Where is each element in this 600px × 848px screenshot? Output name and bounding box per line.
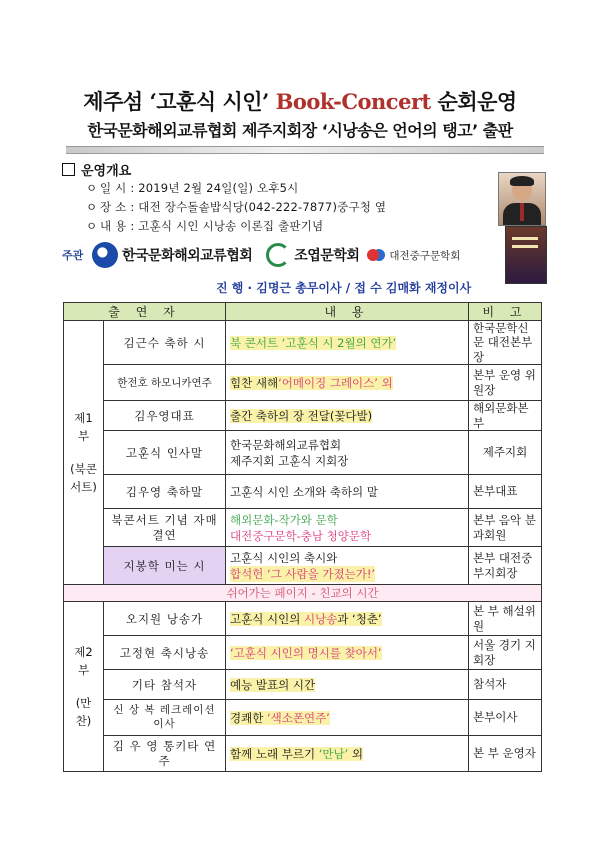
note-cell: 본부 운영 위원장 <box>469 365 542 401</box>
note-cell: 해외문화본부 <box>469 401 542 431</box>
table-row <box>64 401 542 431</box>
break-row <box>64 585 542 602</box>
header-performer: 출 연 자 <box>64 303 226 321</box>
book-cover-image <box>505 226 547 284</box>
subtitle: 한국문화해외교류협회 제주지회장 ‘시낭송은 언어의 탱고’ 출판 <box>87 121 513 140</box>
note-cell: 본부 대전중 부지회장 <box>469 547 542 585</box>
content-text: ‘만남’ <box>318 746 349 761</box>
overview-text: 내 용 : 고훈식 시인 시낭송 이론집 출판기념 <box>100 219 324 233</box>
part-label-line: 서트) <box>70 479 97 494</box>
part2-label <box>64 602 104 772</box>
content-cell <box>226 365 469 401</box>
note-cell: 본 부 해설위원 <box>469 602 542 636</box>
title-divider <box>66 146 544 154</box>
junggu-logo-icon <box>367 249 379 261</box>
spacer <box>68 446 99 460</box>
content-text: 대전중구문학-충남 청양문학 <box>230 528 372 543</box>
table-row <box>64 431 542 475</box>
note-cell: 본부이사 <box>469 700 542 736</box>
program-table <box>63 302 542 772</box>
performer-cell: 김우영 축하말 <box>104 475 226 509</box>
table-row <box>64 670 542 700</box>
poet-portrait-photo <box>498 172 546 226</box>
part1-label <box>64 321 104 585</box>
note-cell: 본부대표 <box>469 475 542 509</box>
note-cell: 참석자 <box>469 670 542 700</box>
performer-cell: 김우영대표 <box>104 401 226 431</box>
header-note: 비 고 <box>469 303 542 321</box>
content-text: ‘어메이징 그레이스’ 외 <box>278 375 393 390</box>
note-cell: 한국문학신문 대전본부장 <box>469 321 542 365</box>
content-text: 예능 발표의 시간 <box>230 677 316 692</box>
performer-cell: 기타 참석자 <box>104 670 226 700</box>
content-text: 외 <box>348 746 364 761</box>
content-cell <box>226 401 469 431</box>
content-text: 한국문화해외교류협회 <box>230 437 342 452</box>
literary-society-logo-icon <box>266 243 290 267</box>
overview-heading-text: 운영개요 <box>81 164 132 179</box>
header-content: 내 용 <box>226 303 469 321</box>
table-row <box>64 636 542 670</box>
content-cell <box>226 547 469 585</box>
part-label-line: 제1 <box>74 410 93 425</box>
part-label-line: 부 <box>77 663 90 678</box>
content-text: 북 콘서트 ‘고훈식 시 2월의 연가’ <box>230 335 397 350</box>
overview-item-content <box>86 218 323 234</box>
note-cell: 본부 음악 분과회원 <box>469 509 542 547</box>
content-text: ‘색소폰연주’ <box>266 710 330 725</box>
part-label-line: (만찬) <box>75 695 92 729</box>
overview-text: 일 시 : 2019년 2월 24일(일) 오후5시 <box>100 181 299 195</box>
overview-text: 장 소 : 대전 장수돌솥밥식당(042-222-7877)중구청 옆 <box>100 200 387 214</box>
performer-cell: 북콘서트 기념 자매결연 <box>104 509 226 547</box>
part-label-line: 제2 <box>74 644 93 659</box>
content-text: 제주지회 고훈식 지회장 <box>230 453 349 468</box>
sponsor-label: 주관 <box>62 249 84 262</box>
bullet: ㅇ <box>86 181 98 195</box>
sponsor-name-3: 대전중구문학회 <box>389 249 461 262</box>
note-cell: 서울 경기 지회장 <box>469 636 542 670</box>
staff-line: 진 행 · 김명근 총무이사 / 접 수 김매화 재정이사 <box>216 281 472 295</box>
break-text: 쉬어가는 페이지 - 친교의 시간 <box>64 585 542 602</box>
performer-cell: 고훈식 인사말 <box>104 431 226 475</box>
table-row <box>64 547 542 585</box>
content-text: 합석헌 ‘그 사람을 가졌는가!’ <box>230 566 376 581</box>
title-part2: 순회운영 <box>430 89 517 114</box>
content-cell <box>226 602 469 636</box>
part-label-line: (북콘 <box>70 461 97 476</box>
table-header-row <box>64 303 542 321</box>
content-text: 고훈식 시인의 <box>230 611 304 626</box>
note-cell: 본 부 운영자 <box>469 736 542 772</box>
table-row <box>64 321 542 365</box>
content-text: 함께 노래 부르기 <box>230 746 319 761</box>
title-part1: 제주섬 ‘고훈식 시인’ <box>83 89 276 114</box>
table-row <box>64 736 542 772</box>
content-cell <box>226 700 469 736</box>
overview-heading <box>62 160 131 179</box>
checkbox-square-icon <box>62 163 75 176</box>
performer-cell: 김 우 영 통키타 연주 <box>104 736 226 772</box>
content-cell <box>226 509 469 547</box>
content-text: 시낭송 <box>303 611 338 626</box>
title-accent: Book-Concert <box>275 89 431 114</box>
performer-cell: 한전호 하모니카연주 <box>104 365 226 401</box>
sponsor-logos <box>92 240 460 270</box>
content-cell <box>226 431 469 475</box>
main-title <box>0 86 600 116</box>
content-cell: 고훈식 시인 소개와 축하의 말 <box>226 475 469 509</box>
performer-cell: 김근수 축하 시 <box>104 321 226 365</box>
content-cell <box>226 736 469 772</box>
content-cell <box>226 636 469 670</box>
table-row <box>64 509 542 547</box>
content-text: ‘고훈식 시인의 명시를 찾아서’ <box>230 645 382 660</box>
portrait-tie <box>520 203 524 221</box>
performer-cell: 지봉학 미는 시 <box>104 547 226 585</box>
overview-item-date <box>86 180 299 196</box>
table-row <box>64 365 542 401</box>
content-cell <box>226 321 469 365</box>
content-text: 힘찬 새해 <box>230 375 279 390</box>
content-text: 고훈식 시인의 축시와 <box>230 550 338 565</box>
table-row <box>64 700 542 736</box>
content-cell <box>226 670 469 700</box>
content-text: 해외문화-작가와 문학 <box>230 512 338 527</box>
note-cell: 제주지회 <box>469 431 542 475</box>
table-row <box>64 602 542 636</box>
content-text: 경쾌한 <box>230 710 267 725</box>
table-row <box>64 475 542 509</box>
overview-item-place <box>86 199 386 215</box>
portrait-hair <box>510 176 534 186</box>
performer-cell: 오지원 낭송가 <box>104 602 226 636</box>
sponsor-name-2: 조엽문학회 <box>294 248 360 264</box>
bullet: ㅇ <box>86 200 98 214</box>
sponsor-name-1: 한국문화해외교류협회 <box>122 248 253 264</box>
content-text: 출간 축하의 장 전달(꽃다발) <box>230 408 373 423</box>
association-logo-icon <box>92 242 118 268</box>
part-label-line: 부 <box>77 429 90 444</box>
content-text: 과 ‘청춘’ <box>337 611 382 626</box>
performer-cell: 신 상 복 레크레이션 이사 <box>104 700 226 736</box>
performer-cell: 고정현 축시낭송 <box>104 636 226 670</box>
bullet: ㅇ <box>86 219 98 233</box>
spacer <box>68 680 99 694</box>
